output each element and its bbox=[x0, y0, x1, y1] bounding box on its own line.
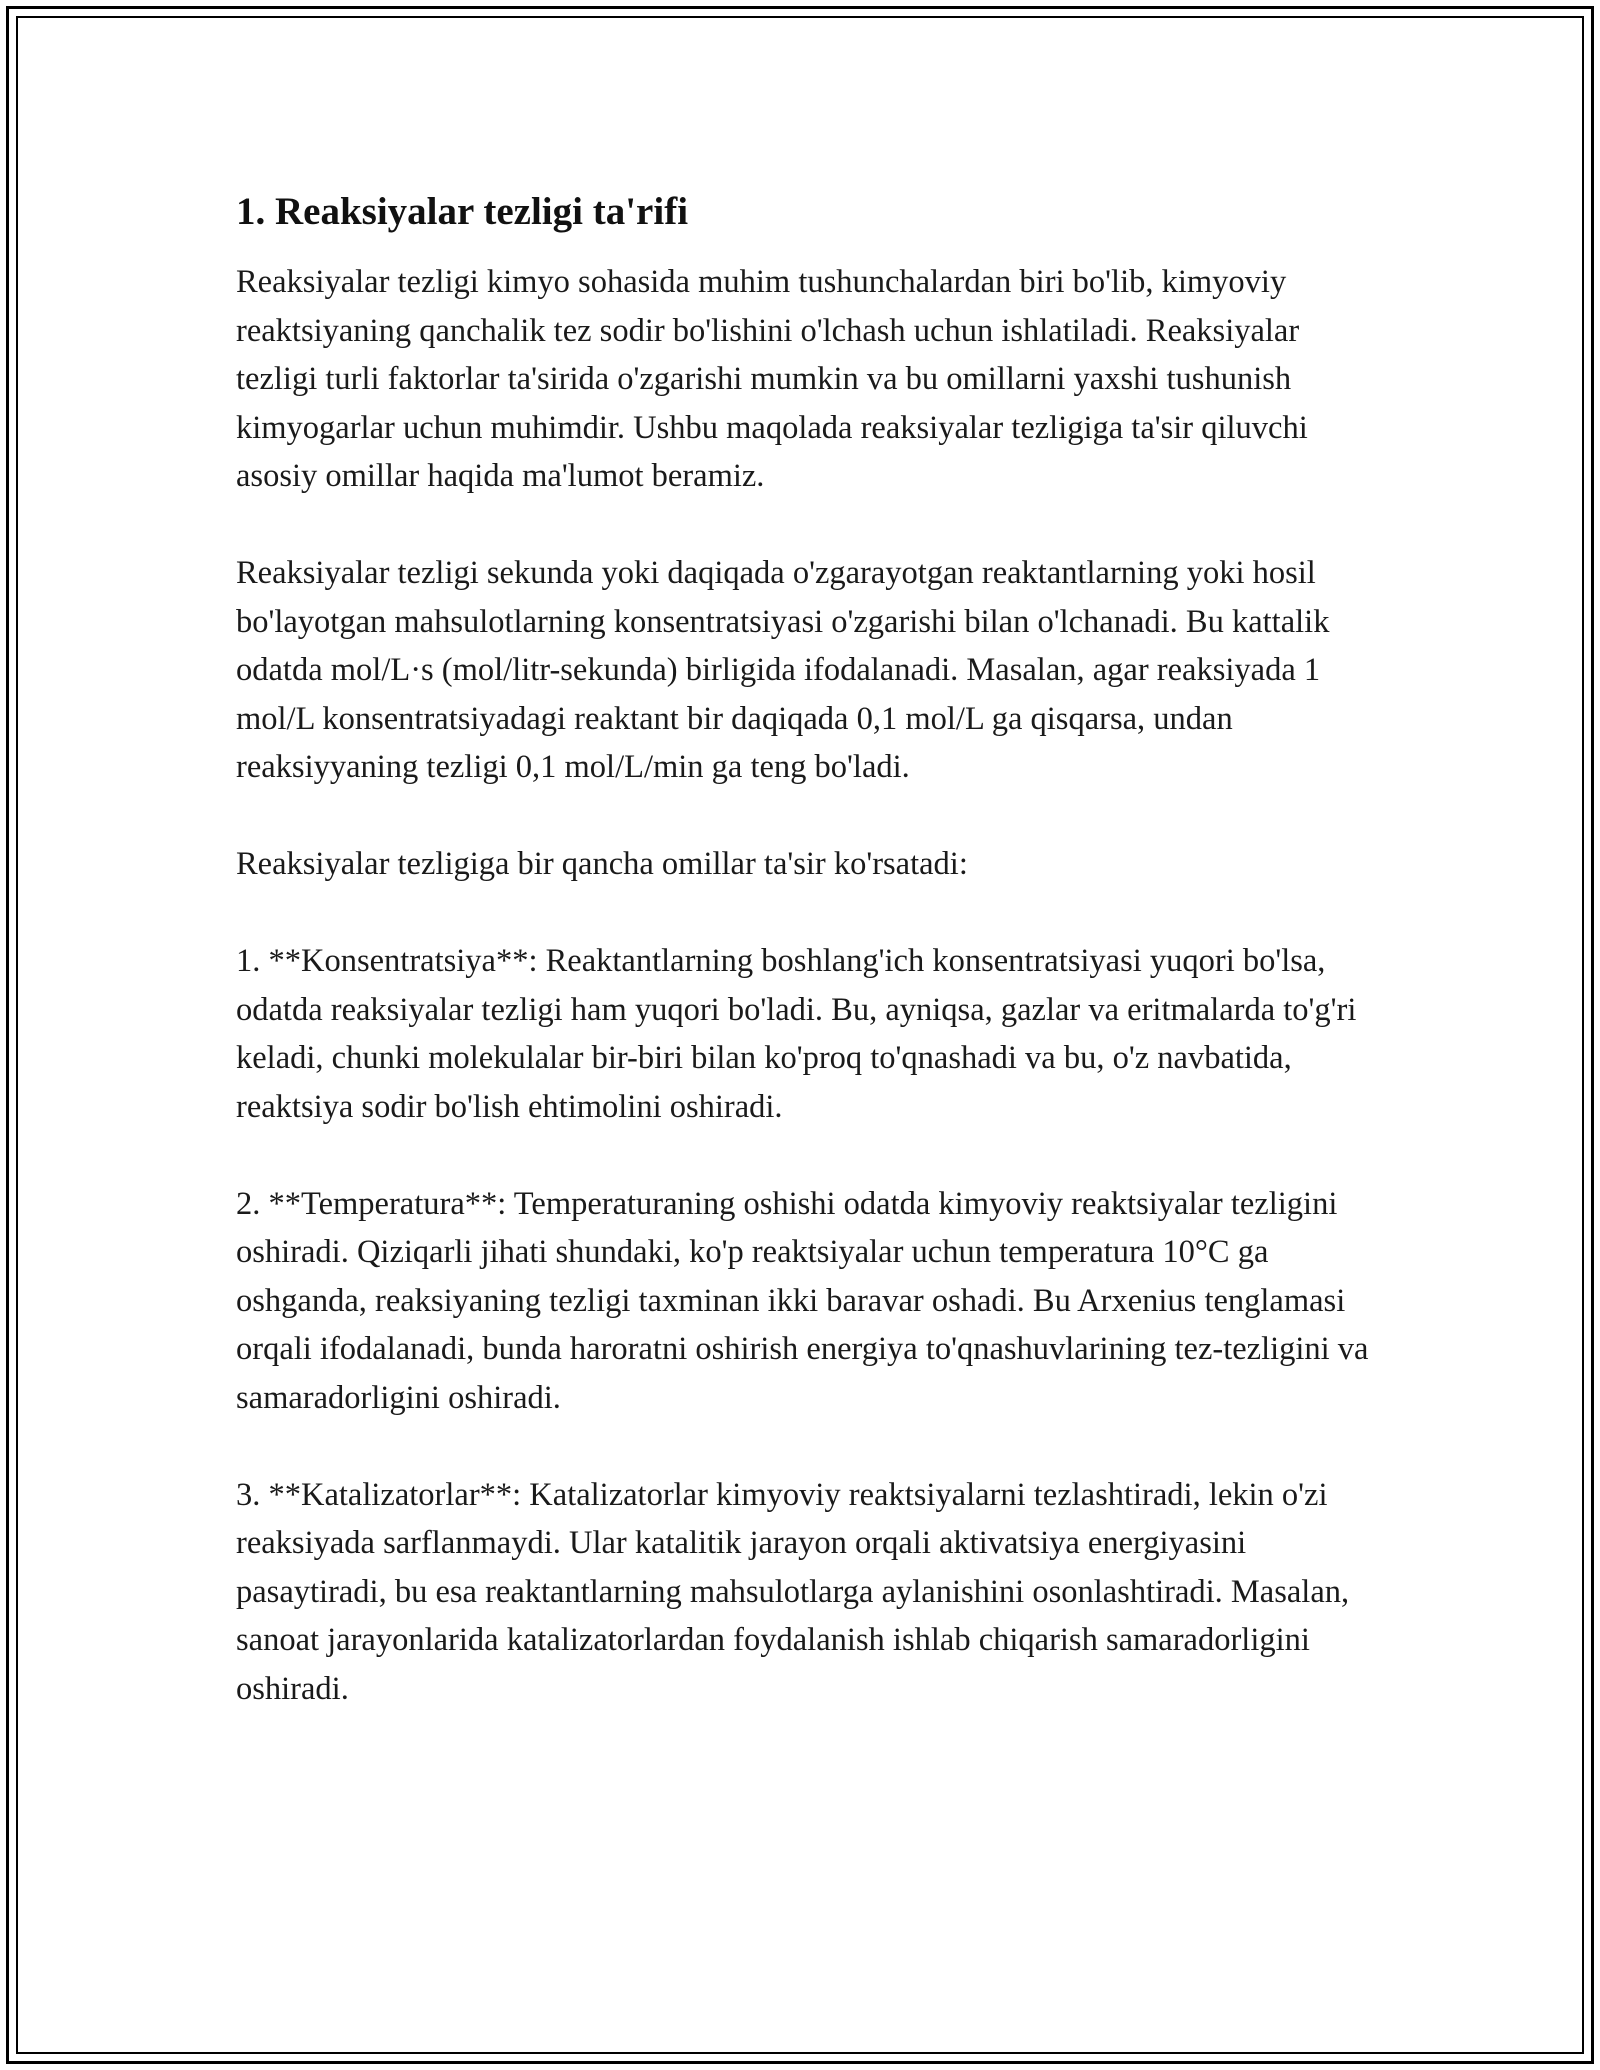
paragraph-measurement: Reaksiyalar tezligi sekunda yoki daqiqada o'zgarayotgan reaktantlarning yoki hosil bo'layotgan mahsulotlarning konsentratsiyasi o'zgarishi bilan o'lchanadi. Bu kattalik odatda mol/L·s (mol/litr-sekunda) birligida ifodalanadi. Masalan, agar reaksiyada 1 mol/L konsentratsiyadagi reaktant bir daqiqada 0,1 mol/L ga qisqarsa, undan reaksiyyaning tezligi 0,1 mol/L/min ga teng bo'ladi. bbox=[236, 555, 1330, 785]
paragraph-temperature: 2. **Temperatura**: Temperaturaning oshishi odatda kimyoviy reaktsiyalar tezligini oshiradi. Qiziqarli jihati shundaki, ko'p reaktsiyalar uchun temperatura 10°C ga oshganda, reaksiyaning tezligi taxminan ikki baravar oshadi. Bu Arxenius tenglamasi orqali ifodalanadi, bunda haroratni oshirish energiya to'qnashuvlarining tez-tezligini va samaradorligini oshiradi. bbox=[236, 1185, 1369, 1416]
paragraph-catalysts: 3. **Katalizatorlar**: Katalizatorlar kimyoviy reaktsiyalarni tezlashtiradi, lekin o'zi reaksiyada sarflanmaydi. Ular katalitik jarayon orqali aktivatsiya energiyasini pasaytiradi, bu esa reaktantlarning mahsulotlarga aylanishini osonlashtiradi. Masalan, sanoat jarayonlarida katalizatorlardan foydalanish ishlab chiqarish samaradorligini oshiradi. bbox=[236, 1476, 1350, 1707]
section-title: 1. Reaksiyalar tezligi ta'rifi bbox=[236, 190, 689, 233]
paragraph-concentration: 1. **Konsentratsiya**: Reaktantlarning boshlang'ich konsentratsiyasi yuqori bo'lsa, odatda reaksiyalar tezligi ham yuqori bo'ladi. Bu, ayniqsa, gazlar va eritmalarda to'g'ri keladi, chunki molekulalar bir-biri bilan ko'proq to'qnashadi va bu, o'z navbatida, reaktsiya sodir bo'lish ehtimolini oshiradi. bbox=[236, 943, 1357, 1125]
paragraph-intro: Reaksiyalar tezligi kimyo sohasida muhim tushunchalardan biri bo'lib, kimyoviy reaktsiyaning qanchalik tez sodir bo'lishini o'lchash uchun ishlatiladi. Reaksiyalar tezligi turli faktorlar ta'sirida o'zgarishi mumkin va bu omillarni yaxshi tushunish kimyogarlar uchun muhimdir. Ushbu maqolada reaksiyalar tezligiga ta'sir qiluvchi asosiy omillar haqida ma'lumot beramiz. bbox=[236, 264, 1308, 494]
document-body bbox=[236, 188, 1376, 1762]
paragraph-factors-intro: Reaksiyalar tezligiga bir qancha omillar ta'sir ko'rsatadi: bbox=[236, 846, 968, 882]
